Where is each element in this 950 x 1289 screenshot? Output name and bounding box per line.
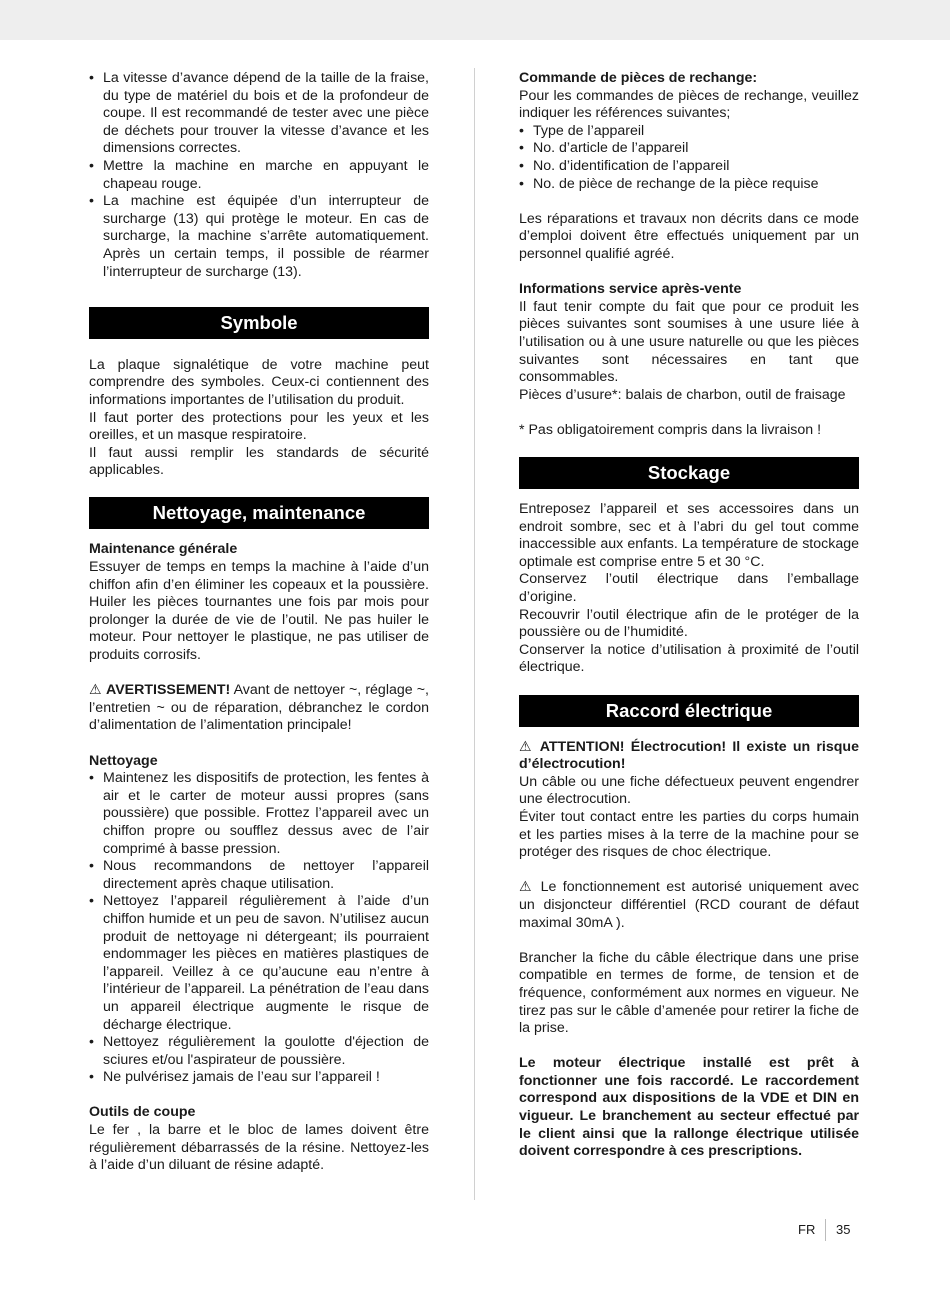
attention-paragraph: [519, 739, 859, 774]
section-heading-stockage: Stockage: [519, 457, 859, 489]
symbole-paragraph: Il faut porter des protections pour les yeux et les oreilles, et un masque respiratoire.: [89, 409, 429, 444]
commande-bullet-list: [519, 123, 859, 193]
page-number: 35: [836, 1222, 851, 1237]
rcd-paragraph: [519, 879, 859, 932]
column-divider: [474, 68, 475, 1200]
warning-triangle-icon: ⚠: [519, 879, 535, 896]
symbole-paragraph: La plaque signalétique de votre machine peut comprendre des symboles. Ceux-ci contiennent des informations importantes de l’utilisation du produit.: [89, 356, 429, 408]
warning-triangle-icon: ⚠: [519, 738, 534, 755]
right-column: [519, 70, 859, 1161]
list-item: • Type de l’appareil: [519, 123, 859, 141]
list-item: • No. de pièce de rechange de la pièce requise: [519, 176, 859, 194]
footnote: * Pas obligatoirement compris dans la livraison !: [519, 421, 822, 438]
stockage-paragraph: Recouvrir l’outil électrique afin de le protéger de la poussière ou de l’humidité.: [519, 606, 859, 641]
symbole-paragraph: Il faut aussi remplir les standards de sécurité applicables.: [89, 444, 429, 479]
service-heading: Informations service après-vente: [519, 281, 742, 298]
commande-paragraph: Pour les commandes de pièces de rechange, veuillez indiquer les références suivantes;: [519, 87, 859, 122]
usure-paragraph: Pièces d’usure*: balais de charbon, outil de fraisage: [519, 386, 846, 403]
warning-triangle-icon: ⚠: [89, 682, 102, 699]
left-column: [89, 70, 429, 1175]
warning-paragraph: [89, 682, 429, 735]
list-item: • Mettre la machine en marche en appuyant le chapeau rouge.: [89, 158, 429, 193]
footer-separator: [825, 1219, 826, 1241]
outils-heading: Outils de coupe: [89, 1104, 196, 1121]
service-paragraph: Il faut tenir compte du fait que pour ce produit les pièces suivantes sont soumises à une usure liée à l’utilisation ou à une usure naturelle ou que les pièces suivantes sont nécessaires en tant que consommables.: [519, 298, 859, 386]
stockage-paragraph: Entreposez l’appareil et ses accessoires dans un endroit sombre, sec et à l’abri du gel tout comme inaccessible aux enfants. La température de stockage optimale est comprise entre 5 et 30 °C.: [519, 501, 859, 570]
section-heading-nettoyage-maintenance: Nettoyage, maintenance: [89, 497, 429, 529]
footer-language: FR: [798, 1222, 816, 1237]
list-item: • Nous recommandons de nettoyer l’appareil directement après chaque utilisation.: [89, 858, 429, 893]
raccord-paragraph: Un câble ou une fiche défectueux peuvent engendrer une électrocution.: [519, 773, 859, 808]
moteur-paragraph: Le moteur électrique installé est prêt à fonctionner une fois raccordé. Le raccordement correspond aux dispositions de la VDE et DIN en vigueur. Le branchement au secteur effectué par le client ainsi que la rallonge électrique utilisée doivent correspondre à ces prescriptions.: [519, 1055, 859, 1160]
list-item: • La machine est équipée d’un interrupteur de surcharge (13) qui protège le moteur. En cas de surcharge, la machine s’arrête automatiquement. Après un certain temps, il possible de réarmer l’interrupteur de surcharge (13).: [89, 193, 429, 281]
intro-bullet-list: [89, 70, 429, 281]
brancher-paragraph: Brancher la fiche du câble électrique dans une prise compatible en termes de forme, de tension et de fréquence, conformément aux normes en vigueur. Ne tirez pas sur le câble d’amenée pour retirer la fiche de la prise.: [519, 949, 859, 1037]
list-item: • Nettoyez l’appareil régulièrement à l’aide d’un chiffon humide et un peu de savon. N’utilisez aucun produit de nettoyage ni détergeant; ils pourraient endommager les pièces en matières plastiques de l’appareil. Veillez à ce qu’aucune eau n’entre à l’intérieur de l’appareil. La pénétration de l’eau dans un appareil électrique augmente le risque de décharge électrique.: [89, 893, 429, 1034]
rcd-text: Le fonctionnement est autorisé uniquement avec un disjoncteur différentiel (RCD courant de défaut maximal 30mA ).: [519, 879, 859, 931]
list-item: • No. d’article de l’appareil: [519, 140, 859, 158]
commande-heading: Commande de pièces de rechange:: [519, 70, 758, 86]
maintenance-paragraph: Essuyer de temps en temps la machine à l’aide d’un chiffon afin d’en éliminer les copeaux et la poussière. Huiler les pièces tournantes une fois par mois pour prolonger la durée de vie de l’outil. Ne pas huiler le moteur. Pour nettoyer le plastique, ne pas utiliser de produits corrosifs.: [89, 559, 429, 664]
list-item: • Maintenez les dispositifs de protection, les fentes à air et le carter de moteur aussi propres (sans poussière) que possible. Frottez l’appareil avec un chiffon propre ou soufflez dessus avec de l’air comprimé à basse pression.: [89, 770, 429, 858]
maintenance-heading: Maintenance générale: [89, 541, 238, 558]
reparations-paragraph: Les réparations et travaux non décrits dans ce mode d’emploi doivent être effectués uniquement par un personnel qualifié agréé.: [519, 210, 859, 262]
list-item: • No. d’identification de l’appareil: [519, 158, 859, 176]
nettoyage-bullet-list: [89, 770, 429, 1087]
list-item: • La vitesse d’avance dépend de la taille de la fraise, du type de matériel du bois et de la profondeur de coupe. Il est recommandé de tester avec une pièce de déchets pour trouver la vitesse d’avance et les dimensions correctes.: [89, 70, 429, 158]
nettoyage-heading: Nettoyage: [89, 752, 158, 769]
list-item: • Ne pulvérisez jamais de l’eau sur l’appareil !: [89, 1069, 429, 1087]
top-band: [0, 0, 950, 40]
list-item: • Nettoyez régulièrement la goulotte d'éjection de sciures et/ou l'aspirateur de poussière.: [89, 1034, 429, 1069]
warning-text: Avant de nettoyer ~, réglage ~, l’entretien ~ ou de réparation, débranchez le cordon d’alimentation de l’alimentation principale!: [89, 682, 429, 734]
section-heading-raccord-electrique: Raccord électrique: [519, 695, 859, 727]
stockage-paragraph: Conservez l’outil électrique dans l’emballage d’origine.: [519, 571, 859, 606]
warning-label: AVERTISSEMENT!: [106, 682, 231, 699]
stockage-paragraph: Conserver la notice d’utilisation à proximité de l’outil électrique.: [519, 641, 859, 676]
raccord-paragraph: Éviter tout contact entre les parties du corps humain et les parties mises à la terre de la machine pour se protéger des risques de choc électrique.: [519, 808, 859, 861]
section-heading-symbole: Symbole: [89, 307, 429, 339]
attention-text: ATTENTION! Électrocution! Il existe un risque d’électrocution!: [519, 738, 859, 773]
outils-paragraph: Le fer , la barre et le bloc de lames doivent être régulièrement débarrassés de la résine. Nettoyez-les à l’aide d’un diluant de résine adapté.: [89, 1122, 429, 1174]
